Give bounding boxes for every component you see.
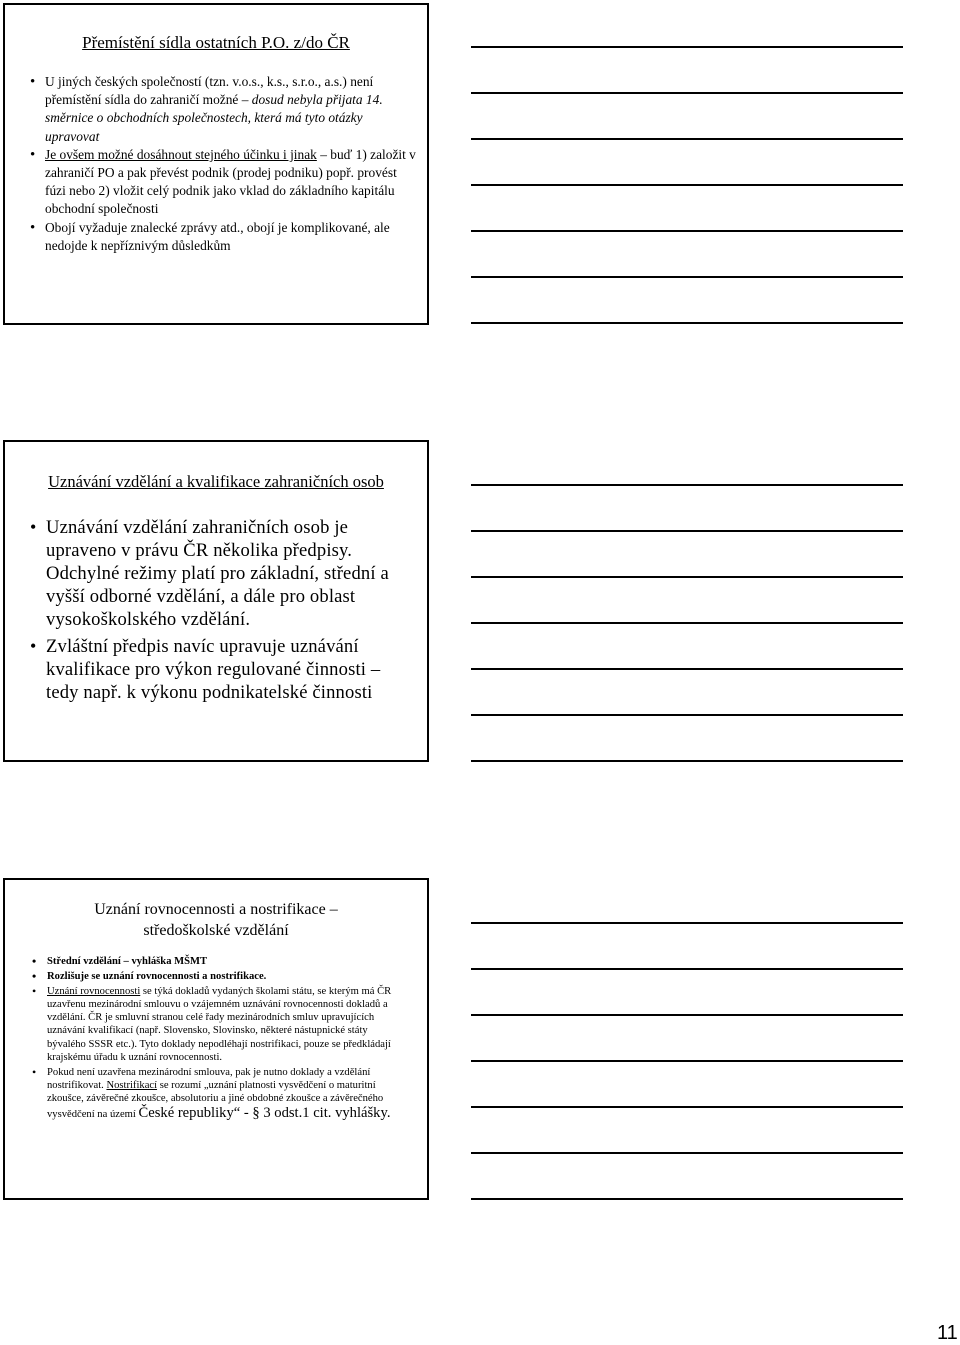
bullet-text: Obojí vyžaduje znalecké zprávy atd., obojí je komplikované, ale nedojde k nepříznivým důsledkům bbox=[45, 219, 390, 253]
note-line bbox=[471, 138, 903, 140]
bullet-text-underlined: Je ovšem možné dosáhnout stejného účinku i jinak bbox=[45, 146, 317, 162]
bullet-text: se rozumí „uznání platnosti vysvědčení o maturitní zkoušce, závěrečné zkoušce, absolutoriu a jiné obdobné zkoušce a závěrečného vysvědčení na území bbox=[47, 1079, 384, 1121]
note-line bbox=[471, 1152, 903, 1154]
list-item bbox=[47, 955, 407, 968]
slide-recognition-of-education bbox=[3, 440, 429, 762]
bullet-list bbox=[45, 73, 417, 255]
list-item bbox=[45, 219, 417, 255]
note-line bbox=[471, 968, 903, 970]
list-item bbox=[47, 985, 407, 1064]
list-item bbox=[47, 1066, 407, 1122]
bullet-list bbox=[47, 955, 407, 1122]
bullet-text: Zvláštní předpis navíc upravuje uznávání kvalifikace pro výkon regulované činnosti – tedy např. k výkonu podnikatelské činnosti bbox=[46, 636, 381, 703]
slide-title bbox=[5, 899, 427, 941]
note-line bbox=[471, 576, 903, 578]
term-underlined: Uznání rovnocennosti bbox=[47, 986, 141, 998]
bullet-text: se týká dokladů vydaných školami státu, se kterým má ČR uzavřenu mezinárodní smlouvu o vzájemném uznávání rovnocennosti dokladů a vzdělání. ČR je smluvní stranou celé řady mezinárodních smluv upravujících uznávání kvalifikací (např. Slovensko, Slovinsko, některé nástupnické státy bývalého SSSR etc.). Tyto doklady nepodléhají nostrifikaci, pouze se předkládají krajskému úřadu k uznání rovnocennosti. bbox=[47, 986, 392, 1063]
note-line bbox=[471, 92, 903, 94]
list-item bbox=[45, 146, 417, 219]
note-line bbox=[471, 230, 903, 232]
note-line bbox=[471, 1106, 903, 1108]
bullet-text-large: České republiky“ - § 3 odst.1 cit. vyhlášky. bbox=[138, 1105, 391, 1122]
slide-title: Uznávání vzdělání a kvalifikace zahraničních osob bbox=[48, 472, 384, 491]
note-line bbox=[471, 46, 903, 48]
note-line bbox=[471, 484, 903, 486]
bullet-text: Rozlišuje se uznání rovnocennosti a nostrifikace. bbox=[47, 971, 267, 983]
list-item bbox=[47, 970, 407, 983]
note-line bbox=[471, 1060, 903, 1062]
bullet-list bbox=[46, 516, 407, 704]
slide-title: Přemístění sídla ostatních P.O. z/do ČR bbox=[82, 33, 350, 52]
note-line bbox=[471, 1198, 903, 1200]
note-line bbox=[471, 922, 903, 924]
slide-title-line2: středoškolské vzdělání bbox=[143, 922, 289, 939]
note-line bbox=[471, 760, 903, 762]
note-line bbox=[471, 668, 903, 670]
note-line bbox=[471, 322, 903, 324]
note-line bbox=[471, 622, 903, 624]
note-line bbox=[471, 184, 903, 186]
bullet-text: Pokud není uzavřena mezinárodní smlouva, pak je nutno doklady a vzdělání nostrifikovat. bbox=[47, 1066, 371, 1091]
bullet-text: U jiných českých společností (tzn. v.o.s., k.s., s.r.o., a.s.) není přemístění sídla do zahraničí možné – bbox=[45, 74, 374, 108]
page-number: 11 bbox=[937, 1322, 958, 1344]
slide-relocation-of-seat bbox=[3, 3, 429, 325]
bullet-text: – buď 1) založit v zahraničí PO a pak převést podnik (prodej podniku) popř. provést fúzi nebo 2) vložit celý podnik jako vklad do základního kapitálu obchodní společnosti bbox=[45, 146, 416, 217]
list-item bbox=[46, 516, 407, 631]
list-item bbox=[45, 73, 417, 146]
list-item bbox=[46, 635, 407, 704]
term-underlined: Nostrifikací bbox=[106, 1079, 158, 1091]
note-line bbox=[471, 1014, 903, 1016]
note-line bbox=[471, 276, 903, 278]
slide-title-line1: Uznání rovnocennosti a nostrifikace – bbox=[94, 901, 338, 918]
slide-equivalence-nostrification bbox=[3, 878, 429, 1200]
note-line bbox=[471, 714, 903, 716]
note-line bbox=[471, 530, 903, 532]
bullet-text-italic: dosud nebyla přijata 14. směrnice o obchodních společnostech, která má tyto otázky upravovat bbox=[45, 92, 383, 144]
bullet-text: Uznávání vzdělání zahraničních osob je upraveno v právu ČR několika předpisy. Odchylné režimy platí pro základní, střední a vyšší odborné vzdělání, a dále pro oblast vysokoškolského vzdělání. bbox=[46, 517, 389, 630]
bullet-text: Střední vzdělání – vyhláška MŠMT bbox=[47, 956, 208, 967]
